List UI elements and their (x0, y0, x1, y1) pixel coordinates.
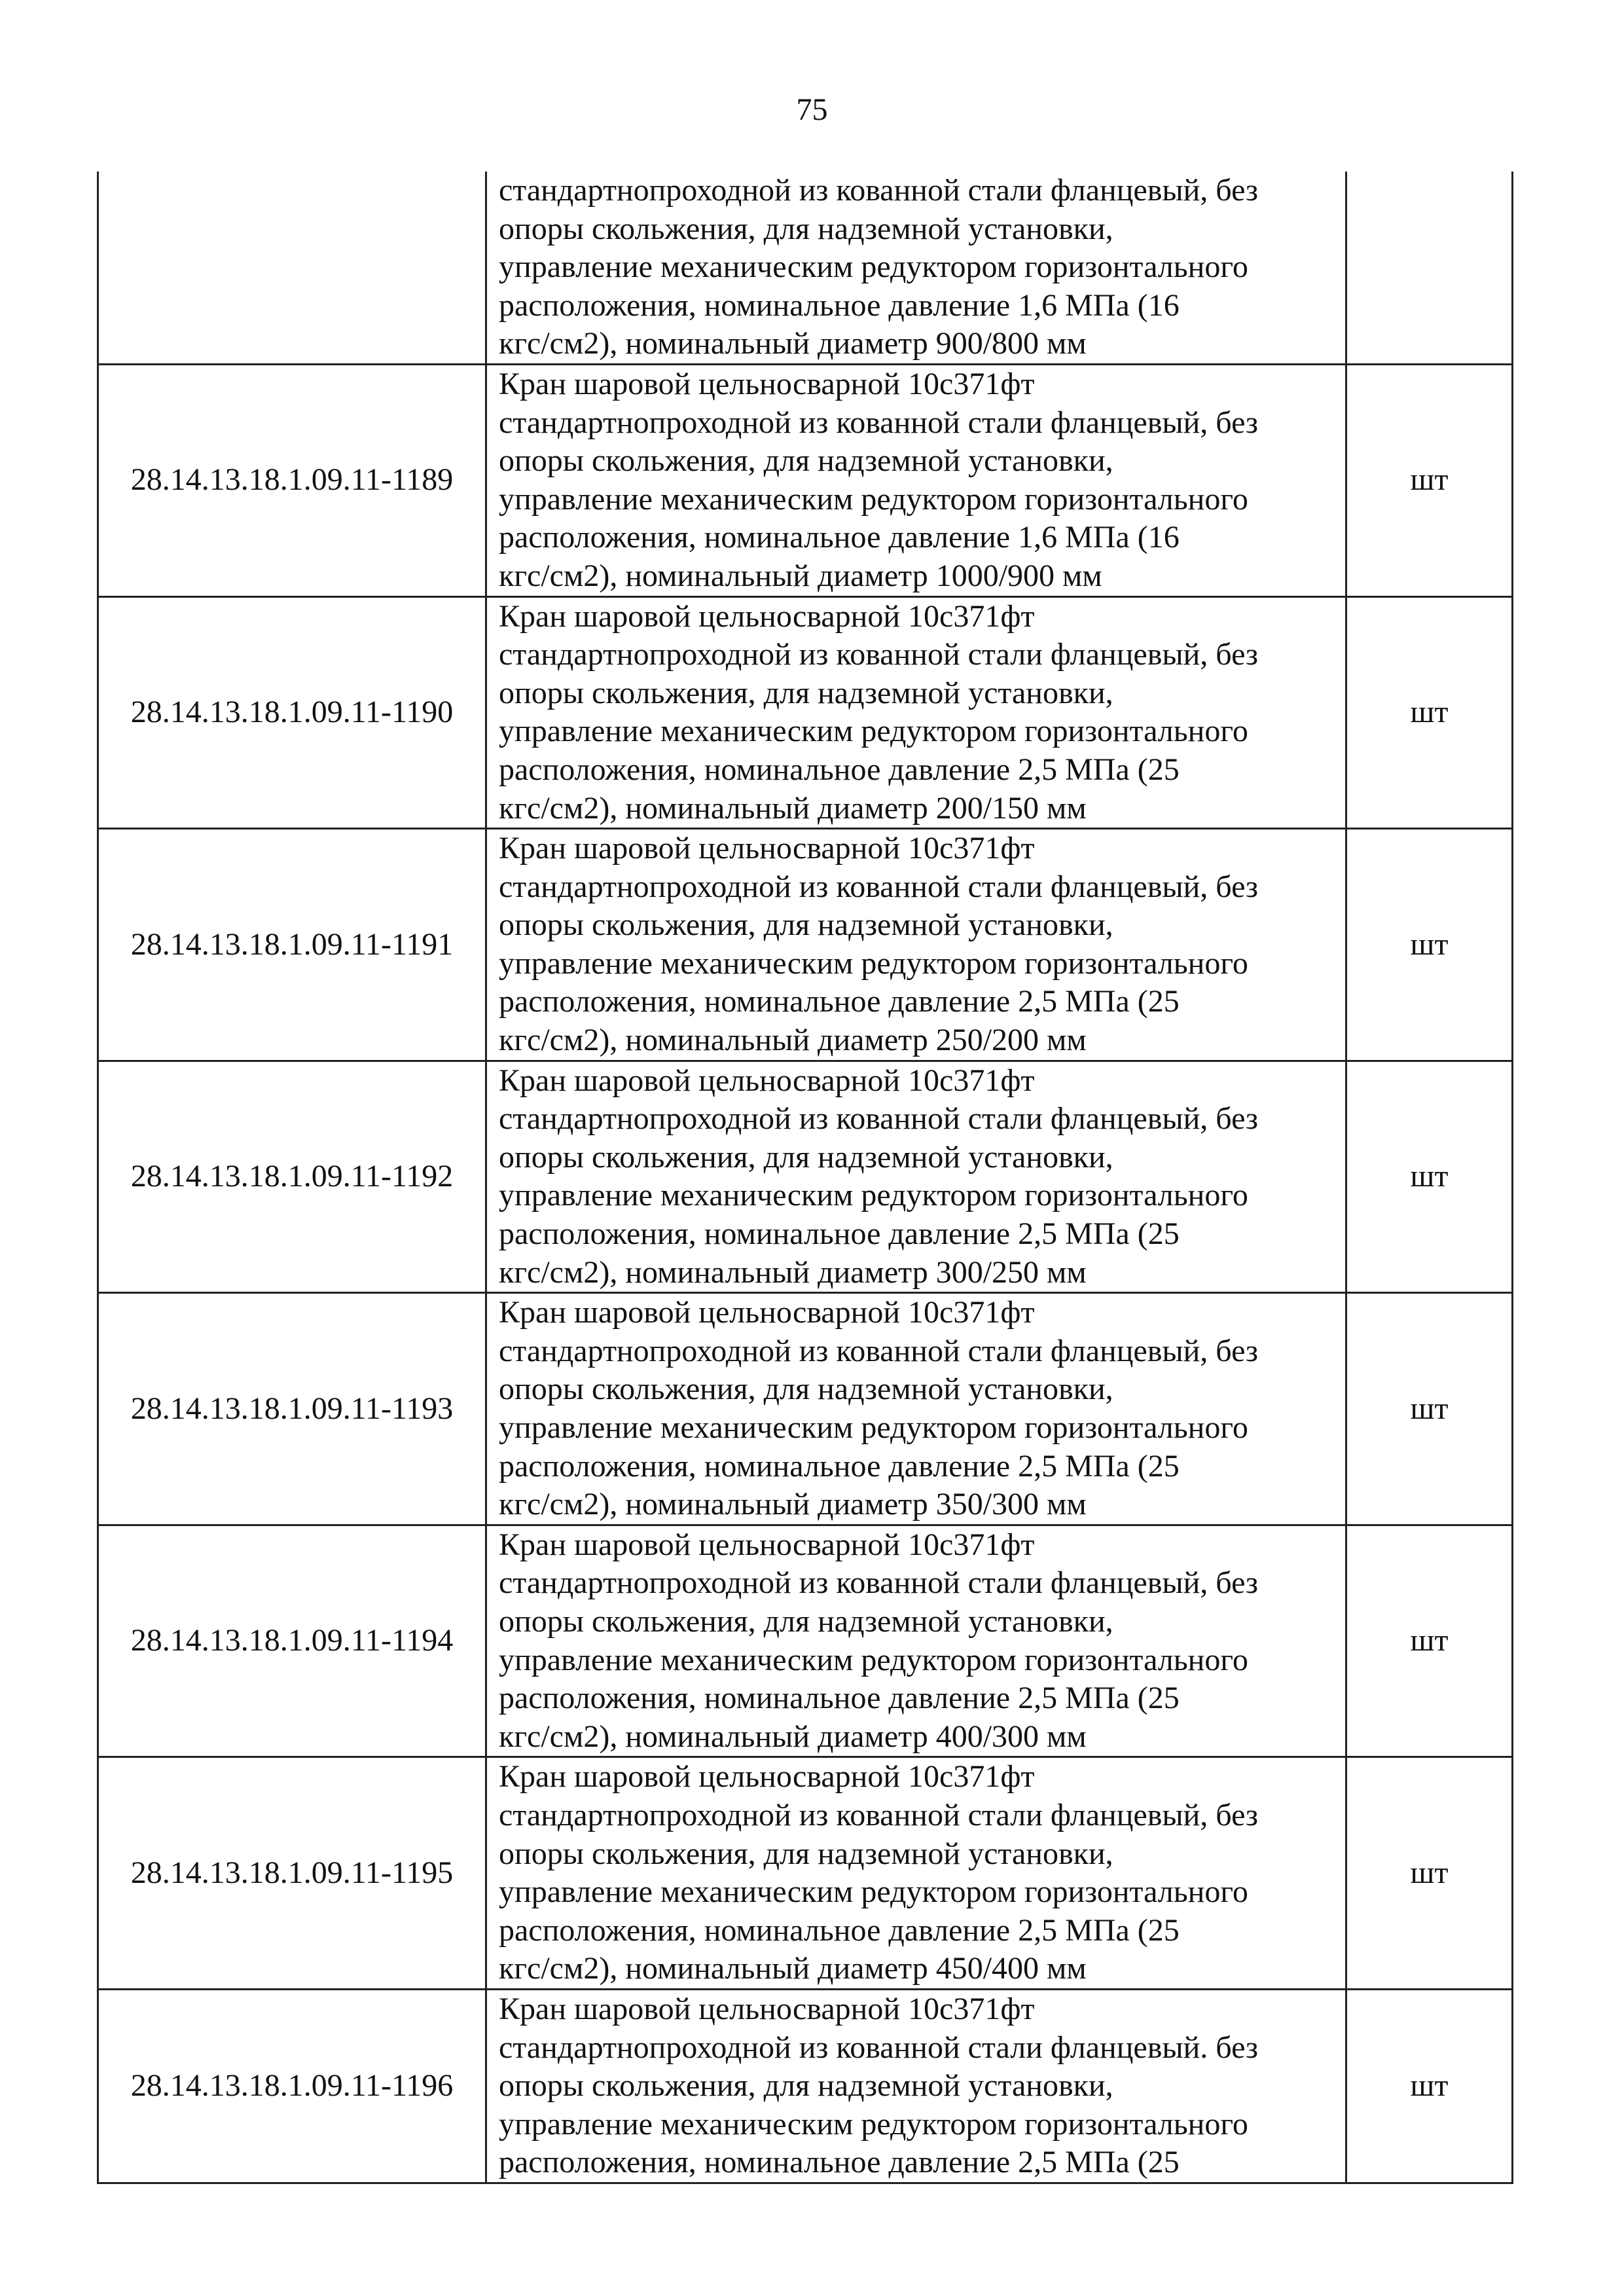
unit-cell: шт (1346, 1757, 1513, 1990)
item-description-cell (486, 1757, 1346, 1990)
description-line: опоры скольжения, для надземной установки, (499, 1139, 1113, 1175)
item-code-cell: 28.14.13.18.1.09.11-1193 (98, 1293, 486, 1525)
table-row (98, 1757, 1513, 1990)
description-line: расположения, номинальное давление 2,5 МПа (25 (499, 1216, 1180, 1252)
description-line: стандартнопроходной из кованной стали фланцевый, без (499, 1333, 1258, 1368)
description-line: Кран шаровой цельносварной 10с371фт (499, 1991, 1035, 2026)
item-description-cell (486, 1525, 1346, 1757)
table-row (98, 1061, 1513, 1293)
description-line: управление механическим редуктором горизонтального (499, 714, 1248, 749)
description-line: кгс/см2), номинальный диаметр 250/200 мм (499, 1023, 1087, 1058)
description-line: расположения, номинальное давление 2,5 МПа (25 (499, 1681, 1180, 1716)
description-line: опоры скольжения, для надземной установки, (499, 443, 1113, 479)
item-code-cell: 28.14.13.18.1.09.11-1189 (98, 364, 486, 596)
description-line: управление механическим редуктором горизонтального (499, 1874, 1248, 1910)
item-description-cell (486, 596, 1346, 829)
table-row (98, 364, 1513, 596)
table-row (98, 1293, 1513, 1525)
description-line: стандартнопроходной из кованной стали фланцевый, без (499, 637, 1258, 672)
description-line: стандартнопроходной из кованной стали фланцевый, без (499, 173, 1258, 208)
table-body (98, 172, 1513, 2183)
unit-cell: шт (1346, 364, 1513, 596)
item-code-cell: 28.14.13.18.1.09.11-1196 (98, 1989, 486, 2183)
description-line: кгс/см2), номинальный диаметр 350/300 мм (499, 1487, 1087, 1522)
description-line: расположения, номинальное давление 2,5 МПа (25 (499, 752, 1180, 787)
item-code-cell: 28.14.13.18.1.09.11-1191 (98, 829, 486, 1061)
description-line: опоры скольжения, для надземной установки, (499, 907, 1113, 943)
unit-cell: шт (1346, 829, 1513, 1061)
item-description-cell (486, 1061, 1346, 1293)
unit-cell (1346, 172, 1513, 364)
price-item-table (97, 172, 1513, 2184)
description-line: опоры скольжения, для надземной установки, (499, 675, 1113, 710)
item-description-cell (486, 829, 1346, 1061)
description-line: управление механическим редуктором горизонтального (499, 945, 1248, 981)
description-line: управление механическим редуктором горизонтального (499, 249, 1248, 285)
description-line: стандартнопроходной из кованной стали фланцевый. без (499, 2030, 1258, 2065)
item-code-cell: 28.14.13.18.1.09.11-1194 (98, 1525, 486, 1757)
description-line: управление механическим редуктором горизонтального (499, 1642, 1248, 1677)
description-line: управление механическим редуктором горизонтального (499, 1410, 1248, 1445)
description-line: расположения, номинальное давление 2,5 МПа (25 (499, 2145, 1180, 2180)
description-line: опоры скольжения, для надземной установки, (499, 1372, 1113, 1407)
description-line: кгс/см2), номинальный диаметр 1000/900 мм (499, 558, 1102, 593)
table-row (98, 172, 1513, 364)
table-row (98, 829, 1513, 1061)
item-description-cell (486, 364, 1346, 596)
table-row (98, 596, 1513, 829)
description-line: Кран шаровой цельносварной 10с371фт (499, 1527, 1035, 1562)
page-number: 75 (796, 92, 828, 127)
item-code-cell: 28.14.13.18.1.09.11-1190 (98, 596, 486, 829)
description-line: Кран шаровой цельносварной 10с371фт (499, 831, 1035, 866)
description-line: стандартнопроходной из кованной стали фланцевый, без (499, 1565, 1258, 1601)
item-description-cell (486, 1989, 1346, 2183)
description-line: расположения, номинальное давление 1,6 МПа (16 (499, 287, 1180, 323)
description-line: Кран шаровой цельносварной 10с371фт (499, 366, 1035, 401)
description-line: Кран шаровой цельносварной 10с371фт (499, 1063, 1035, 1098)
description-line: опоры скольжения, для надземной установки, (499, 1836, 1113, 1871)
description-line: кгс/см2), номинальный диаметр 900/800 мм (499, 326, 1087, 361)
description-line: Кран шаровой цельносварной 10с371фт (499, 1759, 1035, 1795)
description-line: управление механическим редуктором горизонтального (499, 481, 1248, 517)
description-line: расположения, номинальное давление 2,5 МПа (25 (499, 984, 1180, 1019)
description-line: стандартнопроходной из кованной стали фланцевый, без (499, 1101, 1258, 1137)
description-line: расположения, номинальное давление 2,5 МПа (25 (499, 1912, 1180, 1948)
description-line: стандартнопроходной из кованной стали фланцевый, без (499, 405, 1258, 440)
item-code-cell (98, 172, 486, 364)
item-code-cell: 28.14.13.18.1.09.11-1195 (98, 1757, 486, 1990)
description-line: опоры скольжения, для надземной установки, (499, 211, 1113, 246)
description-line: расположения, номинальное давление 1,6 МПа (16 (499, 520, 1180, 555)
item-description-cell (486, 1293, 1346, 1525)
description-line: кгс/см2), номинальный диаметр 200/150 мм (499, 790, 1087, 826)
description-line: Кран шаровой цельносварной 10с371фт (499, 598, 1035, 634)
table-row (98, 1989, 1513, 2183)
description-line: кгс/см2), номинальный диаметр 400/300 мм (499, 1719, 1087, 1754)
unit-cell: шт (1346, 1061, 1513, 1293)
item-code-cell: 28.14.13.18.1.09.11-1192 (98, 1061, 486, 1293)
description-line: стандартнопроходной из кованной стали фланцевый, без (499, 869, 1258, 904)
item-description-cell (486, 172, 1346, 364)
description-line: управление механическим редуктором горизонтального (499, 2106, 1248, 2141)
table-row (98, 1525, 1513, 1757)
description-line: кгс/см2), номинальный диаметр 450/400 мм (499, 1951, 1087, 1986)
description-line: стандартнопроходной из кованной стали фланцевый, без (499, 1797, 1258, 1832)
unit-cell: шт (1346, 1293, 1513, 1525)
description-line: опоры скольжения, для надземной установки, (499, 2068, 1113, 2104)
description-line: управление механическим редуктором горизонтального (499, 1178, 1248, 1213)
description-line: Кран шаровой цельносварной 10с371фт (499, 1295, 1035, 1330)
description-line: расположения, номинальное давление 2,5 МПа (25 (499, 1448, 1180, 1484)
unit-cell: шт (1346, 1989, 1513, 2183)
description-line: опоры скольжения, для надземной установки, (499, 1603, 1113, 1639)
unit-cell: шт (1346, 1525, 1513, 1757)
description-line: кгс/см2), номинальный диаметр 300/250 мм (499, 1254, 1087, 1290)
unit-cell: шт (1346, 596, 1513, 829)
